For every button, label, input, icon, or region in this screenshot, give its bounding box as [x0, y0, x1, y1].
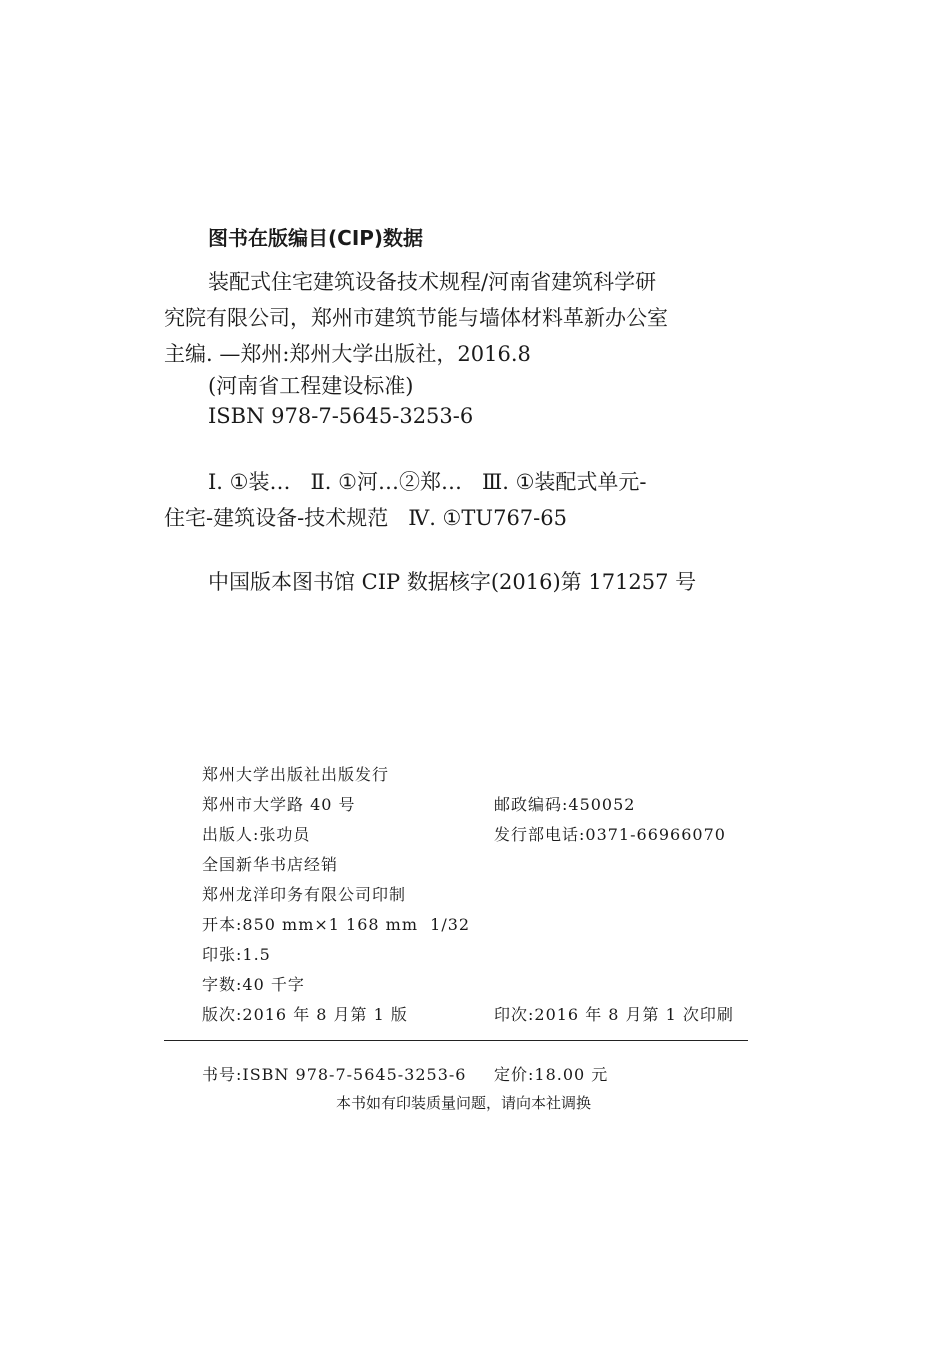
book-format: 开本:850 mm×1 168 mm 1/32 [202, 915, 471, 934]
cip-classification-1: Ⅰ. ①装… Ⅱ. ①河…②郑… Ⅲ. ①装配式单元- [208, 470, 647, 494]
price: 定价:18.00 元 [494, 1065, 609, 1084]
publisher-issue: 郑州大学出版社出版发行 [202, 765, 390, 784]
cip-line-3: 主编. —郑州:郑州大学出版社，2016.8 [164, 342, 531, 366]
postcode: 邮政编码:450052 [494, 795, 636, 814]
cip-isbn: ISBN 978-7-5645-3253-6 [208, 404, 474, 428]
edition: 版次:2016 年 8 月第 1 版 [202, 1005, 408, 1024]
printed-sheets: 印张:1.5 [202, 945, 271, 964]
cip-approval-number: 中国版本图书馆 CIP 数据核字(2016)第 171257 号 [208, 570, 697, 594]
publisher-person: 出版人:张功员 [202, 825, 311, 844]
printing: 印次:2016 年 8 月第 1 次印刷 [494, 1005, 734, 1024]
word-count: 字数:40 千字 [202, 975, 305, 994]
cip-line-2: 究院有限公司，郑州市建筑节能与墙体材料革新办公室 [164, 306, 668, 330]
quality-notice: 本书如有印装质量问题，请向本社调换 [336, 1094, 592, 1112]
distribution: 全国新华书店经销 [202, 855, 339, 874]
publisher-address: 郑州市大学路 40 号 [202, 795, 356, 814]
cip-classification-2: 住宅-建筑设备-技术规范 Ⅳ. ①TU767-65 [164, 506, 567, 530]
distribution-phone: 发行部电话:0371-66966070 [494, 825, 726, 844]
cip-line-4: (河南省工程建设标准) [208, 374, 414, 398]
book-number: 书号:ISBN 978-7-5645-3253-6 [202, 1065, 467, 1084]
cip-line-1: 装配式住宅建筑设备技术规程/河南省建筑科学研 [208, 270, 657, 294]
printer: 郑州龙洋印务有限公司印制 [202, 885, 407, 904]
divider-line [164, 1040, 748, 1041]
cip-heading: 图书在版编目(CIP)数据 [208, 226, 424, 250]
